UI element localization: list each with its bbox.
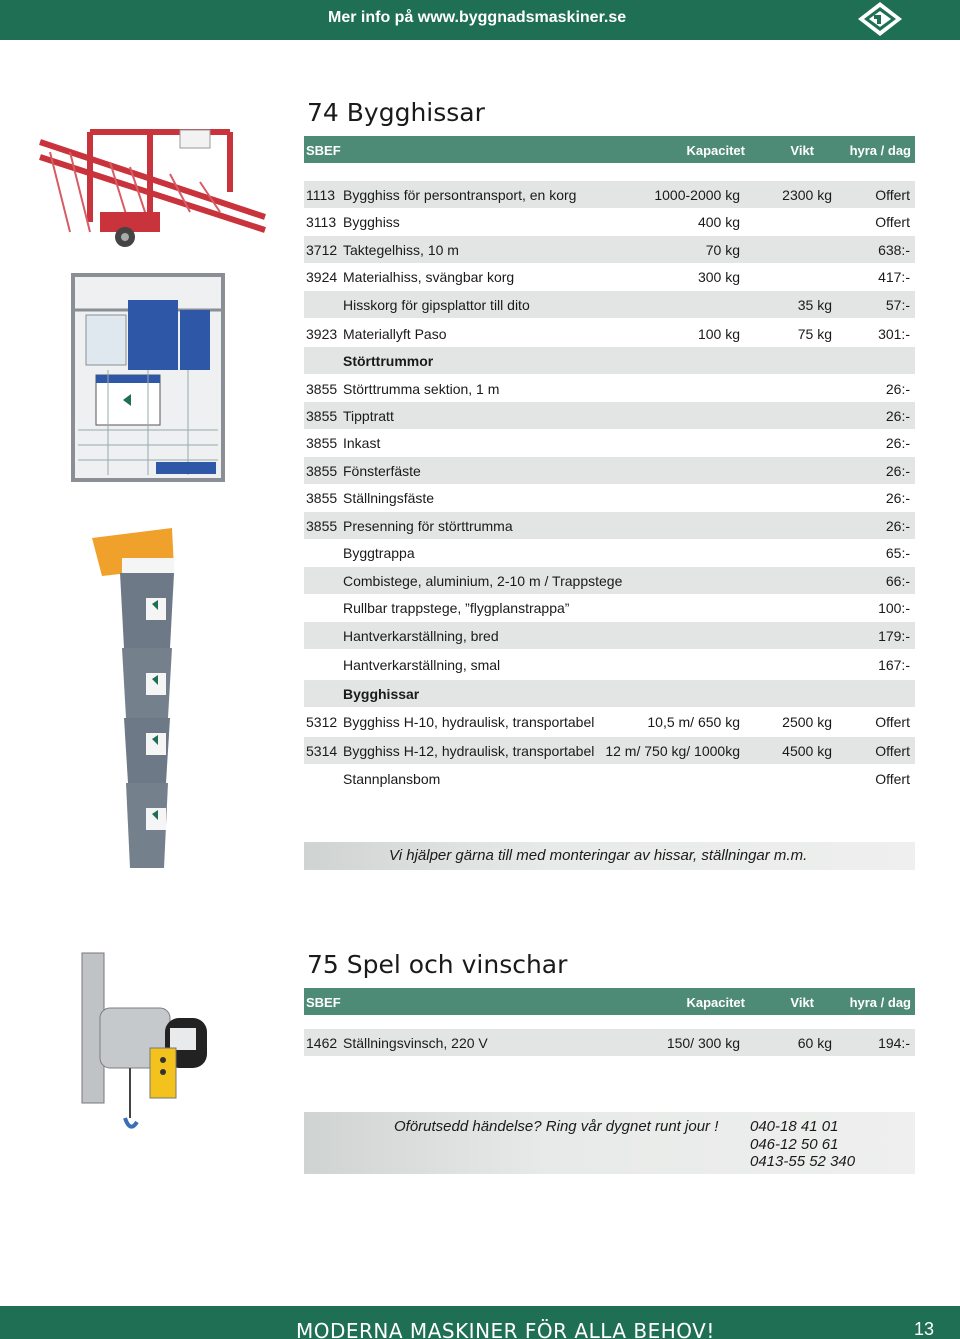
subheading-storttrummor: Störttrummor [343,353,434,369]
col-sbef: SBEF [306,995,341,1010]
cell-desc: Materiallyft Paso [343,326,447,342]
table-row [304,651,915,678]
cell-desc: Bygghiss H-12, hydraulisk, transportabel [343,743,595,759]
bottom-bar [0,1306,960,1339]
cell-sbef: 3113 [306,214,337,230]
phone-number[interactable]: 0413-55 52 340 [750,1153,856,1170]
cell-kapacitet: 1000-2000 kg [654,187,740,203]
table-row [304,375,915,402]
mounting-note-text: Vi hjälper gärna till med monteringar av hissar, ställningar m.m. [389,847,808,864]
phone-number[interactable]: 040-18 41 01 [750,1118,839,1135]
cell-hyra: 26:- [885,518,910,534]
cell-sbef: 3924 [306,269,338,285]
cell-kapacitet: 300 kg [697,269,740,285]
cell-sbef: 3855 [306,408,338,424]
cell-hyra: Offert [875,771,910,787]
table-row [304,236,915,263]
cell-desc: Ställningsvinsch, 220 V [343,1035,488,1051]
cell-vikt: 2300 kg [782,187,832,203]
table-row [304,539,915,566]
section-title-spel-vinschar: 75 Spel och vinschar [307,950,568,979]
cell-desc: Bygghiss H-10, hydraulisk, transportabel [343,714,595,730]
cell-sbef: 3855 [306,518,338,534]
table-row [304,567,915,594]
section-title-bygghissar: 74 Bygghissar [307,98,485,127]
table-row [304,484,915,511]
cell-desc: Bygghiss för persontransport, en korg [343,187,577,203]
cell-hyra: 26:- [885,490,910,506]
cell-hyra: 65:- [885,545,910,561]
cell-desc: Tipptratt [343,408,394,424]
cell-hyra: 167:- [878,657,910,673]
table-row [304,402,915,429]
table-row [304,429,915,456]
col-hyra: hyra / dag [849,995,911,1010]
cell-desc: Störttrumma sektion, 1 m [343,381,500,397]
col-kapacitet: Kapacitet [686,143,745,158]
table-subheading-row [304,347,915,374]
cell-desc: Combistege, aluminium, 2-10 m / Trappstege [343,573,623,589]
table-row [304,708,915,735]
col-hyra: hyra / dag [849,143,911,158]
page-number: 13 [913,1319,934,1339]
table-row [304,1029,915,1056]
col-vikt: Vikt [790,143,814,158]
table-row [304,622,915,649]
cell-sbef: 3923 [306,326,338,342]
cell-hyra: Offert [875,743,910,759]
cell-desc: Hisskorg för gipsplattor till dito [343,297,530,313]
cell-desc: Materialhiss, svängbar korg [343,269,515,285]
cell-hyra: 26:- [885,381,910,397]
col-sbef: SBEF [306,143,341,158]
cell-hyra: 26:- [885,435,910,451]
cell-desc: Bygghiss [343,214,400,230]
cell-desc: Hantverkarställning, bred [343,628,499,644]
table-row [304,320,915,347]
cell-hyra: Offert [875,187,910,203]
cell-vikt: 60 kg [797,1035,832,1051]
table-row [304,457,915,484]
top-bar [0,0,960,40]
col-kapacitet: Kapacitet [686,995,745,1010]
cell-desc: Fönsterfäste [343,463,421,479]
table-row [304,765,915,792]
cell-sbef: 3855 [306,490,338,506]
cell-kapacitet: 100 kg [697,326,740,342]
col-vikt: Vikt [790,995,814,1010]
cell-sbef: 1113 [306,187,336,203]
cell-desc: Stannplansbom [343,771,441,787]
cell-sbef: 3855 [306,435,338,451]
winch-photo [70,948,215,1138]
table-subheading-row [304,680,915,707]
cell-hyra: 638:- [878,242,910,258]
mounting-note [304,842,915,870]
cell-hyra: 57:- [885,297,910,313]
cell-hyra: 66:- [885,573,910,589]
cell-hyra: Offert [875,214,910,230]
phone-number[interactable]: 046-12 50 61 [750,1136,839,1153]
cell-sbef: 5314 [306,743,338,759]
cell-sbef: 5312 [306,714,338,730]
company-logo-icon [855,0,905,38]
cell-hyra: 194:- [878,1035,910,1051]
table-row [304,291,915,318]
cell-hyra: Offert [875,714,910,730]
cell-kapacitet: 10,5 m/ 650 kg [647,714,740,730]
emergency-note [304,1112,915,1174]
cell-kapacitet: 70 kg [705,242,740,258]
table-row [304,737,915,764]
material-lift-photo [68,270,228,485]
cell-sbef: 3855 [306,463,338,479]
cell-vikt: 4500 kg [782,743,832,759]
slogan: MODERNA MASKINER FÖR ALLA BEHOV! [296,1319,715,1339]
cell-desc: Hantverkarställning, smal [343,657,501,673]
cell-sbef: 3712 [306,242,338,258]
cell-desc: Byggtrappa [343,545,415,561]
cell-hyra: 417:- [878,269,910,285]
chute-photo [92,528,184,883]
cell-hyra: 26:- [885,463,910,479]
cell-desc: Taktegelhiss, 10 m [343,242,459,258]
table-header-bygghissar [304,136,915,163]
cell-hyra: 100:- [878,600,910,616]
table-row [304,181,915,208]
cell-vikt: 75 kg [797,326,832,342]
cell-desc: Presenning för störttrumma [343,518,513,534]
cell-vikt: 2500 kg [782,714,832,730]
cell-hyra: 301:- [878,326,910,342]
cell-hyra: 179:- [878,628,910,644]
emergency-note-text: Oförutsedd händelse? Ring vår dygnet runt jour ! [394,1118,719,1135]
lift-photo [30,112,275,252]
cell-hyra: 26:- [885,408,910,424]
table-header-spel [304,988,915,1015]
table-row [304,208,915,235]
subheading-bygghissar: Bygghissar [343,686,420,702]
cell-sbef: 3855 [306,381,338,397]
table-row [304,512,915,539]
table-row [304,263,915,290]
table-row [304,594,915,621]
cell-kapacitet: 150/ 300 kg [666,1035,740,1051]
website-link[interactable]: Mer info på www.byggnadsmaskiner.se [328,9,627,26]
cell-kapacitet: 12 m/ 750 kg/ 1000kg [605,743,740,759]
cell-desc: Inkast [343,435,381,451]
cell-desc: Rullbar trappstege, ”flygplanstrappa” [343,600,570,616]
cell-kapacitet: 400 kg [697,214,740,230]
cell-desc: Ställningsfäste [343,490,435,506]
cell-sbef: 1462 [306,1035,338,1051]
cell-vikt: 35 kg [797,297,832,313]
